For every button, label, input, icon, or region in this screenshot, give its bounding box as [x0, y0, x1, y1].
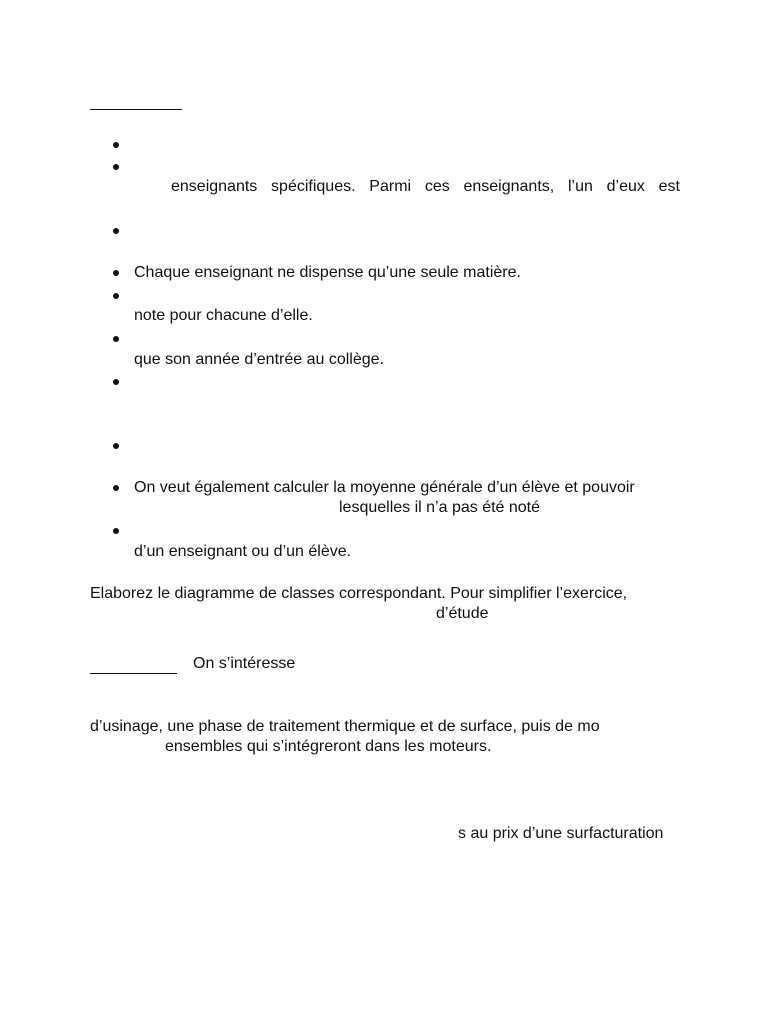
price-line: s au prix d’une surfacturation: [458, 825, 664, 842]
machining-line: d’usinage, une phase de traitement thermique et de surface, puis de mo: [90, 718, 600, 735]
list-item-note: note pour chacune d’elle.: [134, 307, 313, 324]
bullet-icon: [113, 228, 119, 234]
bullet-icon: [113, 270, 119, 276]
list-item-average: On veut également calculer la moyenne générale d’un élève et pouvoir: [134, 479, 635, 496]
word: enseignants,: [463, 178, 555, 195]
word: spécifiques.: [271, 178, 356, 195]
word: l’un: [567, 178, 593, 195]
instruction-text: Elaborez le diagramme de classes correspondant. Pour simplifier l’exercice,: [90, 585, 628, 602]
bullet-icon: [113, 142, 119, 148]
bullet-icon: [113, 528, 119, 534]
list-item-entry-year: que son année d’entrée au collège.: [134, 351, 384, 368]
list-item-average-continuation: lesquelles il n’a pas été noté: [339, 499, 541, 516]
bullet-icon: [113, 379, 119, 385]
bullet-icon: [113, 293, 119, 299]
word: ces: [424, 178, 450, 195]
bullet-icon: [113, 164, 119, 170]
word: d’eux: [606, 178, 645, 195]
word: enseignants: [171, 178, 258, 195]
list-item-one-subject: Chaque enseignant ne dispense qu’une seule matière.: [134, 264, 521, 281]
teachers-line: [171, 177, 680, 197]
bullet-icon: [113, 336, 119, 342]
bullet-icon: [113, 485, 119, 491]
bullet-icon: [113, 443, 119, 449]
word: Parmi: [369, 178, 412, 195]
word: est: [658, 178, 680, 195]
exercise-2-intro: On s’intéresse: [193, 655, 296, 672]
instruction-continuation: d’étude: [436, 605, 489, 622]
exercise-2-title-underline: [90, 673, 177, 674]
assemblies-line: ensembles qui s’intégreront dans les moteurs.: [165, 738, 492, 755]
exercise-1-title-underline: [90, 109, 182, 110]
list-item-teacher-student: d’un enseignant ou d’un élève.: [134, 543, 352, 560]
